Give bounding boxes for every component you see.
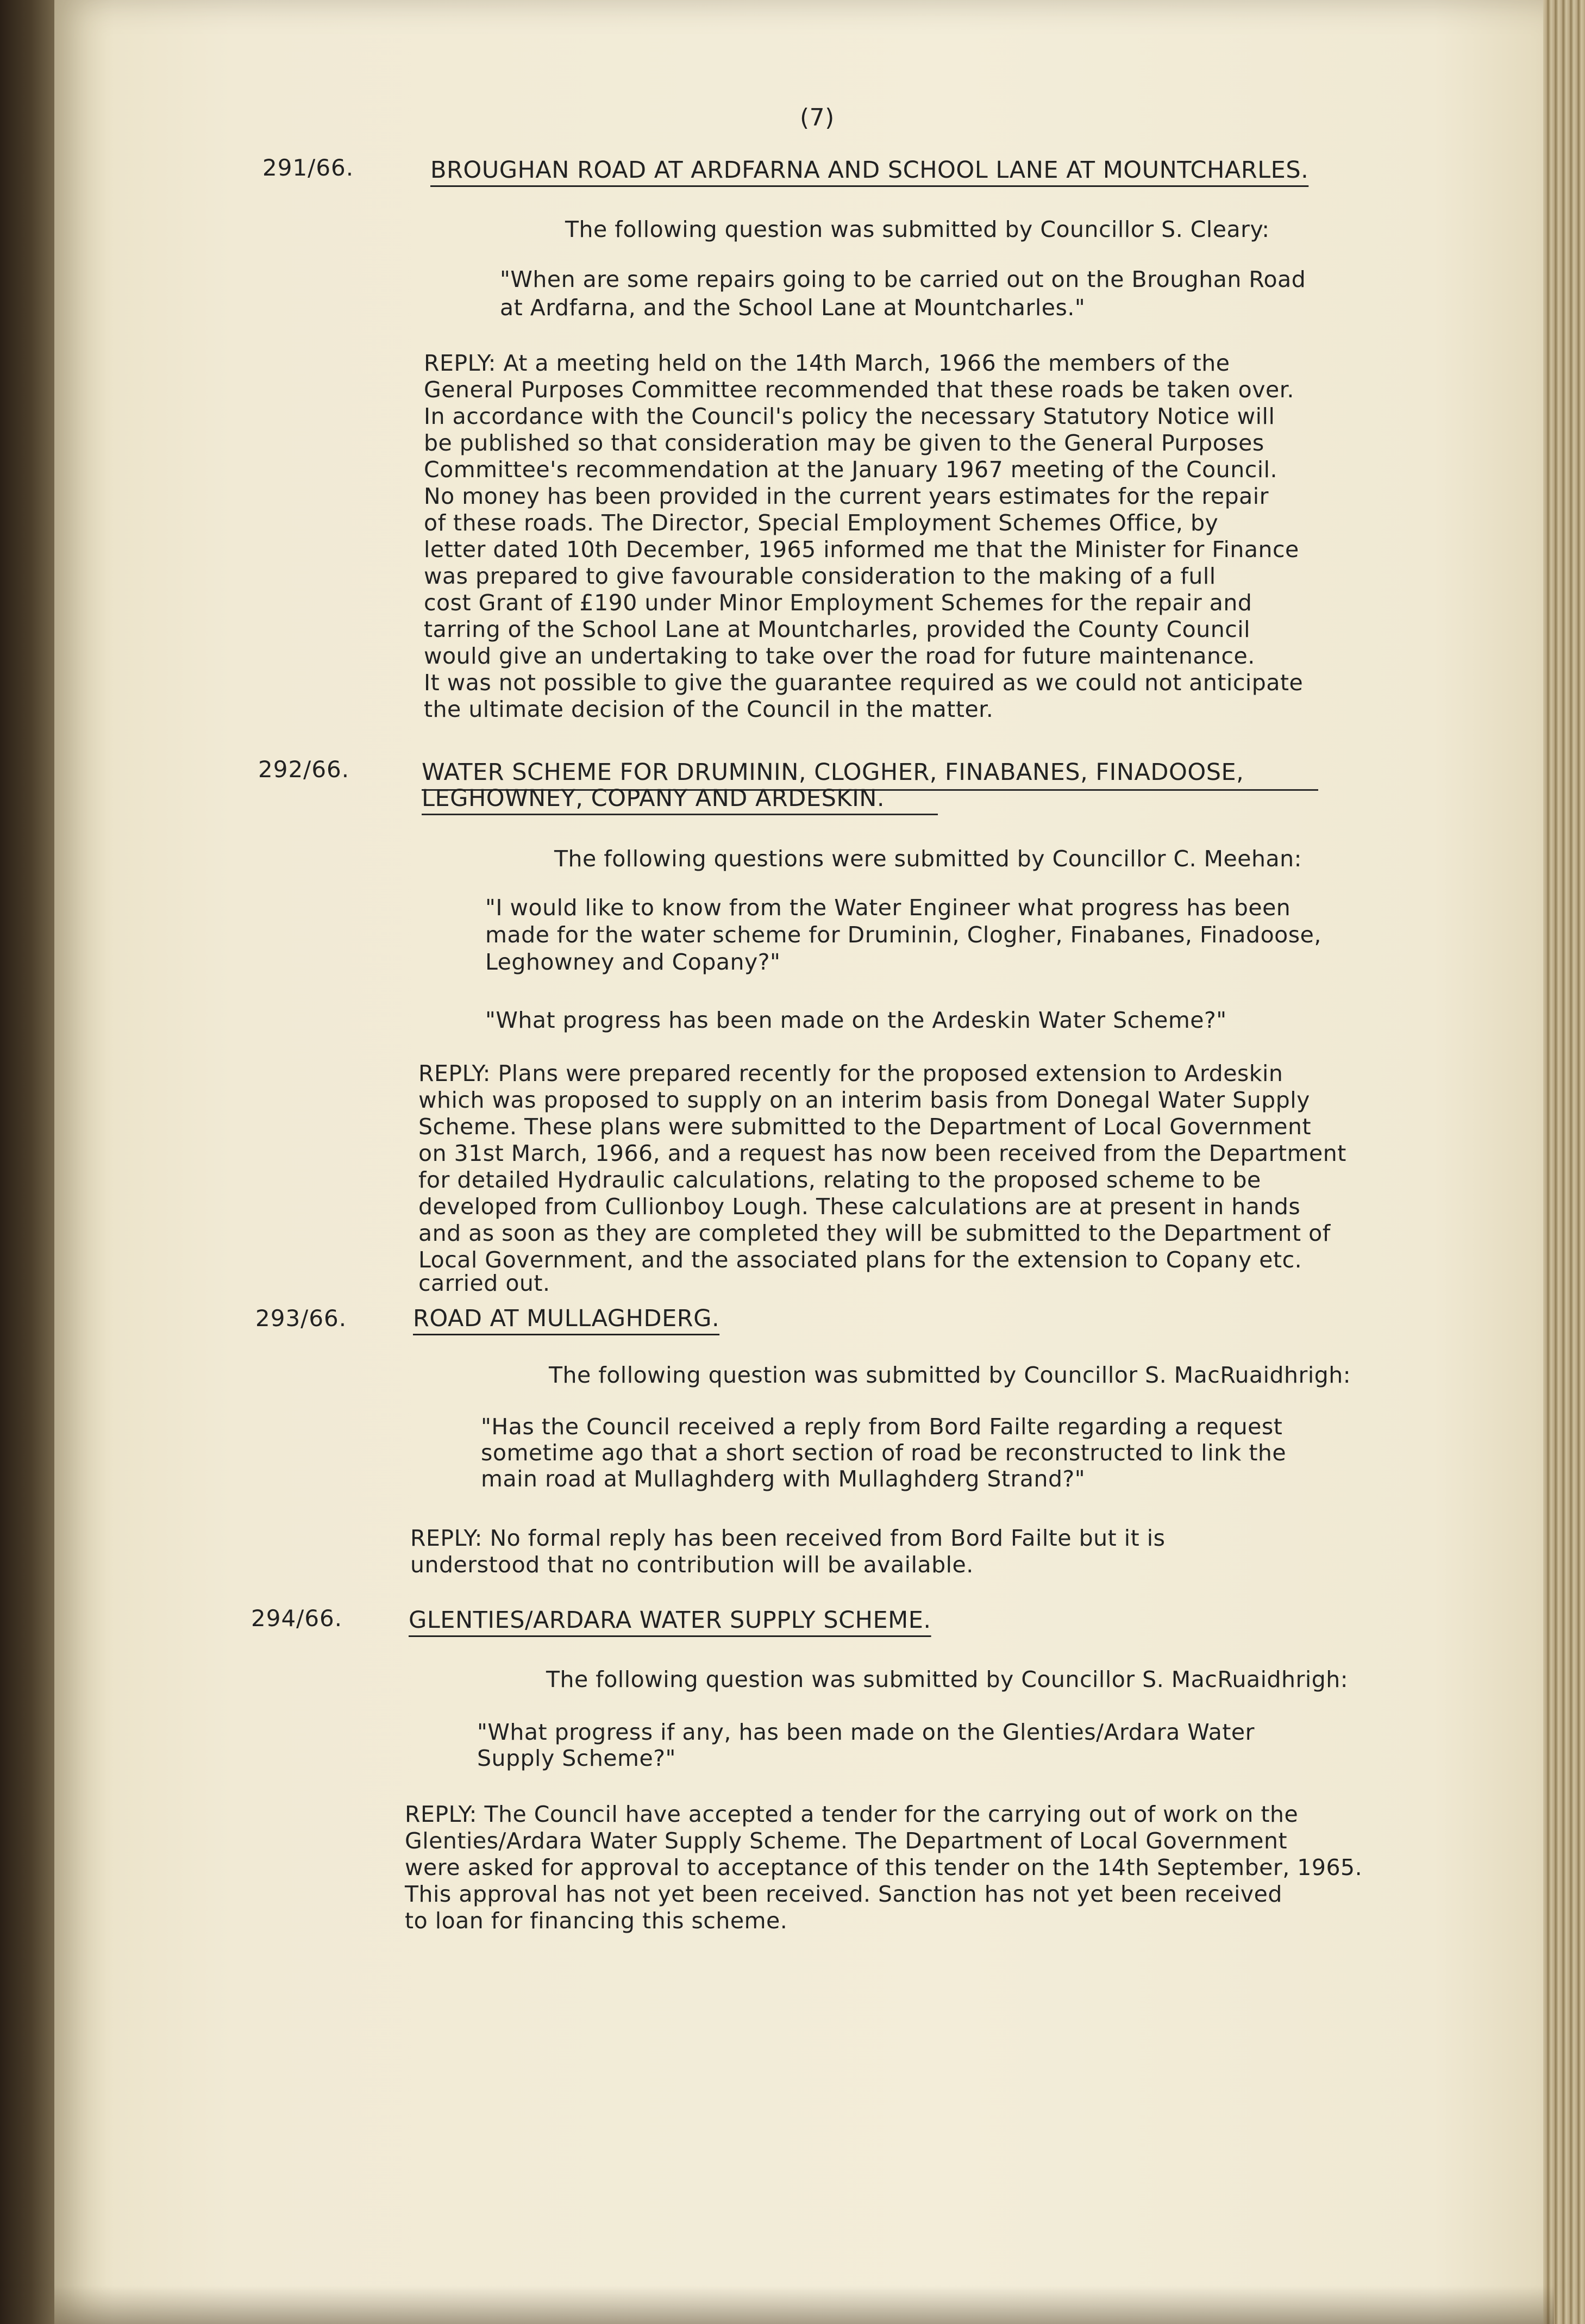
reply-line: understood that no contribution will be available. (410, 1552, 974, 1578)
title-underline (422, 814, 938, 815)
reply-line: General Purposes Committee recommended that these roads be taken over. (424, 377, 1294, 403)
reply-line: REPLY: At a meeting held on the 14th March, 1966 the members of the (424, 350, 1230, 376)
reply-line: It was not possible to give the guarantee required as we could not anticipate (424, 670, 1304, 696)
reply-line: which was proposed to supply on an interim basis from Donegal Water Supply (418, 1087, 1310, 1113)
question-intro: The following question was submitted by Councillor S. MacRuaidhrigh: (546, 1666, 1349, 1692)
reply-line: REPLY: No formal reply has been received from Bord Failte but it is (410, 1525, 1166, 1551)
question-text-line: "Has the Council received a reply from Bord Failte regarding a request (481, 1414, 1283, 1440)
question-intro: The following question was submitted by Councillor S. Cleary: (565, 216, 1270, 242)
reply-line: In accordance with the Council's policy the necessary Statutory Notice will (424, 403, 1275, 429)
reply-line: was prepared to give favourable consideration to the making of a full (424, 563, 1216, 589)
page-number: (7) (800, 104, 835, 132)
reply-line: Local Government, and the associated plans for the extension to Copany etc. (418, 1247, 1302, 1273)
item-title: BROUGHAN ROAD AT ARDFARNA AND SCHOOL LANE AT MOUNTCHARLES. (430, 157, 1309, 184)
reply-line: REPLY: The Council have accepted a tender for the carrying out of work on the (405, 1801, 1299, 1827)
reply-line: Glenties/Ardara Water Supply Scheme. The Department of Local Government (405, 1828, 1288, 1854)
item-number: 294/66. (251, 1605, 343, 1632)
reply-line: This approval has not yet been received. Sanction has not yet been received (405, 1881, 1282, 1907)
item-number: 293/66. (255, 1305, 347, 1332)
question-text-line: sometime ago that a short section of road be reconstructed to link the (481, 1440, 1287, 1466)
reply-line: and as soon as they are completed they will be submitted to the Department of (418, 1220, 1331, 1246)
page-edges (1543, 0, 1585, 2324)
reply-line: on 31st March, 1966, and a request has now been received from the Department (418, 1140, 1346, 1166)
reply-line: REPLY: Plans were prepared recently for the proposed extension to Ardeskin (418, 1060, 1283, 1086)
reply-line: to loan for financing this scheme. (405, 1908, 788, 1934)
reply-line: were asked for approval to acceptance of this tender on the 14th September, 1965. (405, 1854, 1363, 1881)
reply-line: for detailed Hydraulic calculations, relating to the proposed scheme to be (418, 1167, 1261, 1193)
item-title: ROAD AT MULLAGHDERG. (413, 1305, 720, 1332)
item-title: GLENTIES/ARDARA WATER SUPPLY SCHEME. (409, 1607, 931, 1634)
reply-line: letter dated 10th December, 1965 informed me that the Minister for Finance (424, 536, 1299, 563)
question-text-line: "What progress if any, has been made on the Glenties/Ardara Water (477, 1719, 1255, 1745)
reply-line: No money has been provided in the current years estimates for the repair (424, 483, 1269, 509)
question-text-line: "When are some repairs going to be carried out on the Broughan Road (500, 266, 1306, 292)
question-intro: The following questions were submitted by Councillor C. Meehan: (554, 846, 1302, 872)
reply-line: would give an undertaking to take over the road for future maintenance. (424, 643, 1255, 669)
reply-line: tarring of the School Lane at Mountcharles, provided the County Council (424, 616, 1251, 642)
reply-line: be published so that consideration may be given to the General Purposes (424, 430, 1264, 456)
reply-line: Scheme. These plans were submitted to the Department of Local Government (418, 1114, 1312, 1140)
item-title-line: LEGHOWNEY, COPANY AND ARDESKIN. (422, 785, 885, 812)
question-text-line: main road at Mullaghderg with Mullaghderg Strand?" (481, 1466, 1086, 1492)
question-text-line: at Ardfarna, and the School Lane at Mountcharles." (500, 295, 1086, 321)
reply-line: the ultimate decision of the Council in the matter. (424, 696, 994, 722)
question-text-line: "What progress has been made on the Ardeskin Water Scheme?" (485, 1007, 1227, 1033)
reply-line: Committee's recommendation at the January 1967 meeting of the Council. (424, 457, 1278, 483)
reply-line: developed from Cullionboy Lough. These calculations are at present in hands (418, 1194, 1301, 1220)
question-text-line: Leghowney and Copany?" (485, 949, 781, 975)
question-text-line: made for the water scheme for Druminin, Clogher, Finabanes, Finadoose, (485, 922, 1321, 948)
question-text-line: Supply Scheme?" (477, 1745, 676, 1771)
item-number: 292/66. (258, 756, 350, 783)
question-text-line: "I would like to know from the Water Engineer what progress has been (485, 895, 1291, 921)
reply-line: carried out. (418, 1270, 550, 1296)
item-title-line: WATER SCHEME FOR DRUMININ, CLOGHER, FINABANES, FINADOOSE, (422, 759, 1244, 786)
page-bottom-shadow (54, 2285, 1554, 2324)
reply-line: cost Grant of £190 under Minor Employment Schemes for the repair and (424, 590, 1252, 616)
item-number: 291/66. (262, 154, 354, 181)
reply-line: of these roads. The Director, Special Employment Schemes Office, by (424, 510, 1219, 536)
question-intro: The following question was submitted by Councillor S. MacRuaidhrigh: (549, 1362, 1351, 1388)
